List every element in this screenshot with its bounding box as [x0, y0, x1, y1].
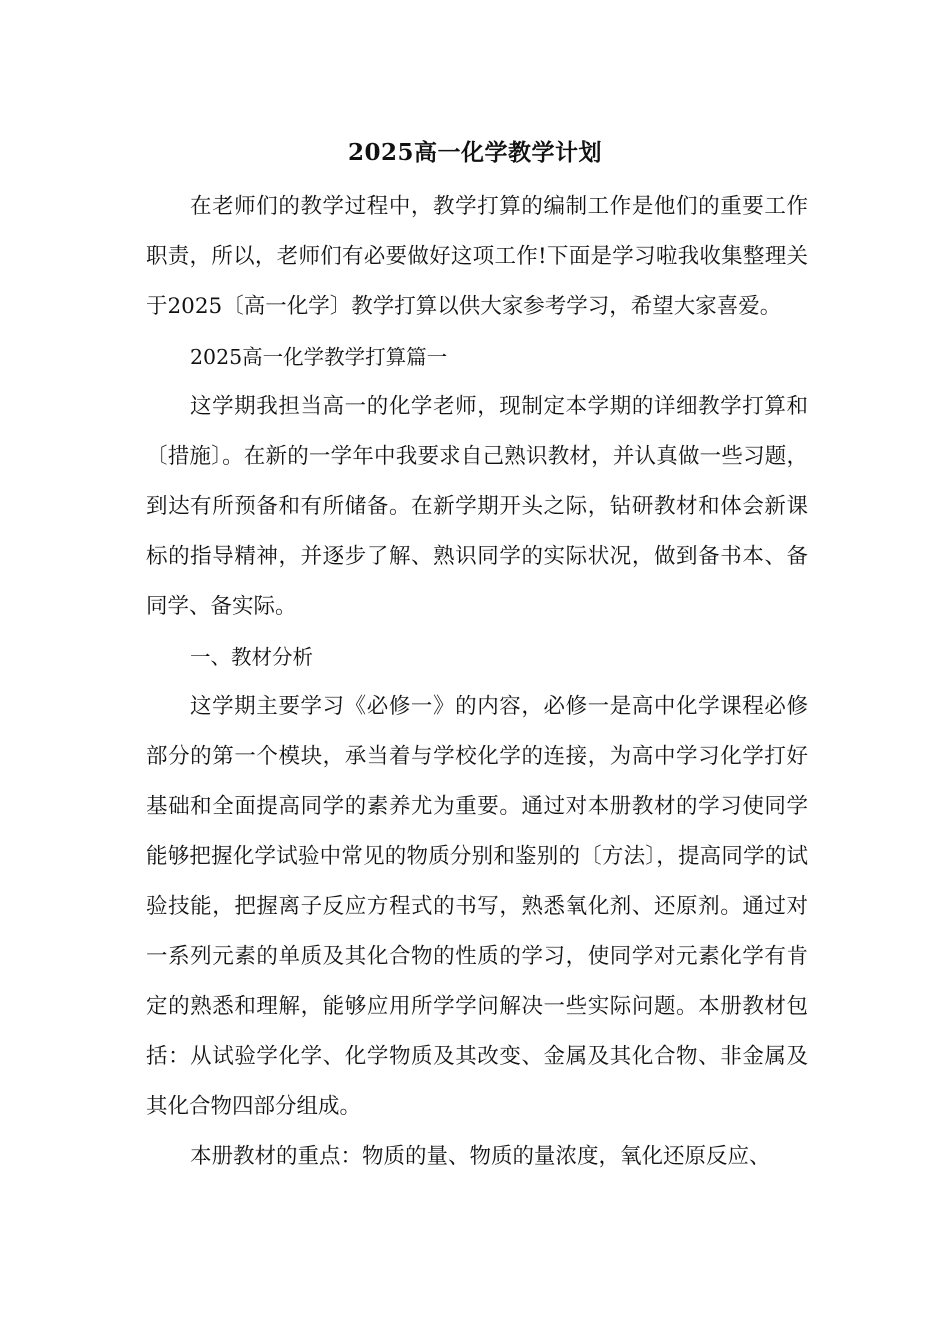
document-title: 2025高一化学教学计划 [347, 139, 602, 166]
plan-paragraph: 这学期我担当高一的化学老师，现制定本学期的详细教学打算和〔措施〕。在新的一学年中我要求自己熟识教材，并认真做一些习题，到达有所预备和有所储备。在新学期开头之际，钻研教材和体会新课标的指导精神，并逐步了解、熟识同学的实际状况，做到备书本、备同学、备实际。 [146, 394, 808, 619]
textbook-analysis-paragraph: 这学期主要学习《必修一》的内容，必修一是高中化学课程必修部分的第一个模块，承当着与学校化学的连接，为高中学习化学打好基础和全面提高同学的素养尤为重要。通过对本册教材的学习使同学能够把握化学试验中常见的物质分别和鉴别的〔方法〕，提高同学的试验技能，把握离子反应方程式的书写，熟悉氧化剂、还原剂。通过对一系列元素的单质及其化合物的性质的学习，使同学对元素化学有肯定的熟悉和理解，能够应用所学学问解决一些实际问题。本册教材包括：从试验学化学、化学物质及其改变、金属及其化合物、非金属及其化合物四部分组成。 [146, 694, 808, 1119]
intro-paragraph: 在老师们的教学过程中，教学打算的编制工作是他们的重要工作职责，所以，老师们有必要做好这项工作!下面是学习啦我收集整理关于2025〔高一化学〕教学打算以供大家参考学习，希望大家喜爱。 [146, 194, 808, 319]
section-heading-part-one: 2025高一化学教学打算篇一 [190, 345, 448, 369]
key-points-paragraph: 本册教材的重点：物质的量、物质的量浓度，氧化还原反应、 [190, 1144, 771, 1169]
document-body [146, 182, 808, 1182]
section-heading-textbook-analysis: 一、教材分析 [190, 645, 313, 669]
